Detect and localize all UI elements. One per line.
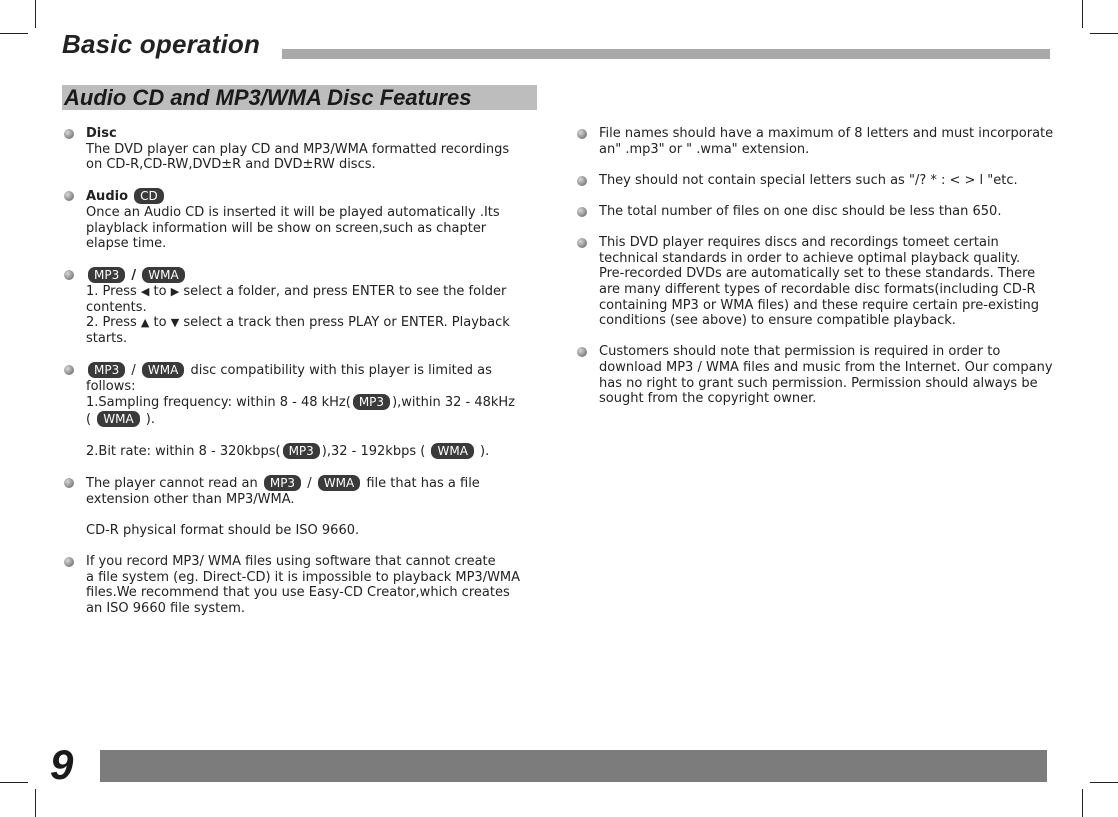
item-text: Customers should note that permission is required in order to (599, 344, 1001, 360)
item-text: an ISO 9660 file system. (86, 600, 246, 616)
left-arrow-icon: ◀ (140, 284, 150, 298)
bullet-icon (577, 238, 587, 248)
item-text: follows: (86, 378, 136, 394)
wma-badge: WMA (431, 443, 473, 459)
bullet-icon (577, 207, 587, 217)
list-item-total-files (599, 204, 1069, 220)
crop-mark (1082, 789, 1083, 817)
item-text: File names should have a maximum of 8 letters and must incorporate (599, 126, 1054, 141)
item-heading: Disc (86, 126, 117, 141)
item-text: conditions (see above) to ensure compatible playback. (599, 313, 956, 329)
item-text: extension other than MP3/WMA. (86, 491, 295, 507)
crop-mark (35, 789, 36, 817)
page-number: 9 (50, 741, 74, 788)
item-text: download MP3 / WMA files and music from the Internet. Our company (599, 359, 1053, 375)
blank-line (86, 427, 546, 443)
down-arrow-icon: ▼ (170, 316, 180, 330)
wma-badge: WMA (318, 475, 360, 491)
item-heading-line (86, 188, 546, 205)
mp3-badge: MP3 (283, 443, 320, 459)
item-text: This DVD player requires discs and recordings tomeet certain (599, 235, 999, 251)
list-item-extension (86, 475, 546, 538)
slash-separator: / (307, 476, 312, 492)
right-column (599, 126, 1069, 422)
item-text: on CD-R,CD-RW,DVD±R and DVD±RW discs. (86, 157, 376, 173)
item-text: sought from the copyright owner. (599, 391, 817, 407)
mp3-badge: MP3 (264, 475, 301, 491)
crop-mark (1090, 782, 1118, 783)
footer-bar (100, 750, 1047, 782)
crop-mark (1082, 0, 1083, 28)
mp3-badge: MP3 (88, 362, 125, 378)
bullet-icon (64, 478, 74, 488)
item-text: 2. Press ▲ to ▼ select a track then press PLAY or ENTER. Playback (86, 315, 510, 331)
crop-mark (1090, 33, 1118, 34)
item-text: ( WMA ). (86, 411, 156, 427)
item-text: an" .mp3" or " .wma" extension. (599, 141, 810, 157)
list-item-navigation (86, 267, 546, 346)
item-text: playblack information will be show on screen,such as chapter (86, 220, 487, 236)
list-item-file-names (599, 126, 1069, 157)
item-text: The total number of files on one disc should be less than 650. (599, 203, 1002, 219)
item-text: The player cannot read an MP3 / WMA file that has a file (86, 476, 480, 492)
wma-badge: WMA (142, 267, 184, 283)
item-text: contents. (86, 299, 147, 315)
list-item-customers (599, 344, 1069, 406)
item-text: are many different types of recordable disc formats(including CD-R (599, 281, 1036, 297)
item-text: containing MP3 or WMA files) and these require certain pre-existing (599, 297, 1040, 313)
up-arrow-icon: ▲ (140, 316, 150, 330)
item-text: They should not contain special letters such as "/? * : < > l "etc. (599, 172, 1018, 188)
item-text: files.We recommend that you use Easy-CD Creator,which creates (86, 585, 510, 601)
list-item-disc (86, 126, 546, 173)
item-text: 1. Press ◀ to ▶ select a folder, and press ENTER to see the folder (86, 283, 507, 299)
bullet-icon (577, 176, 587, 186)
crop-mark (35, 0, 36, 28)
item-text: starts. (86, 330, 128, 346)
bullet-icon (64, 557, 74, 567)
right-arrow-icon: ▶ (170, 284, 180, 298)
list-item-compatibility (86, 362, 546, 460)
section-title: Audio CD and MP3/WMA Disc Features (64, 85, 472, 110)
bullet-icon (577, 347, 587, 357)
header-rule (282, 49, 1050, 59)
slash-separator: / (131, 268, 137, 284)
crop-mark (0, 782, 28, 783)
item-text: a file system (eg. Direct-CD) it is impossible to playback MP3/WMA (86, 569, 521, 585)
list-item-audio (86, 188, 546, 251)
list-item-software (86, 554, 546, 616)
wma-badge: WMA (142, 362, 184, 378)
item-text: The DVD player can play CD and MP3/WMA formatted recordings (86, 141, 510, 157)
bullet-icon (64, 365, 74, 375)
item-text: 2.Bit rate: within 8 - 320kbps( MP3 ),32 - 192kbps ( WMA ). (86, 443, 490, 459)
left-column (86, 126, 546, 632)
item-text: If you record MP3/ WMA files using software that cannot create (86, 554, 496, 570)
item-text: has no right to grant such permission. Permission should always be (599, 375, 1038, 391)
page-header-title: Basic operation (62, 29, 261, 59)
item-text: 1.Sampling frequency: within 8 - 48 kHz( MP3 ),within 32 - 48kHz (86, 395, 515, 411)
slash-separator: / (131, 362, 136, 378)
item-text: technical standards in order to achieve optimal playback quality. (599, 250, 1021, 266)
bullet-icon (577, 129, 587, 139)
bullet-icon (64, 129, 74, 139)
mp3-badge: MP3 (353, 394, 390, 410)
bullet-icon (64, 270, 74, 280)
wma-badge: WMA (97, 411, 139, 427)
cd-badge: CD (134, 188, 164, 204)
list-item-special-letters (599, 173, 1069, 189)
mp3-badge: MP3 (88, 267, 125, 283)
format-badges (86, 267, 546, 284)
list-item-standards (599, 235, 1069, 329)
blank-line (86, 507, 546, 523)
item-text: Pre-recorded DVDs are automatically set to these standards. There (599, 266, 1036, 282)
bullet-icon (64, 191, 74, 201)
item-text: CD-R physical format should be ISO 9660. (86, 522, 360, 538)
item-heading: Audio (86, 189, 129, 205)
item-text: MP3 / WMA disc compatibility with this player is limited as (86, 362, 546, 379)
item-text: Once an Audio CD is inserted it will be played automatically .Its (86, 204, 500, 220)
item-text: elapse time. (86, 236, 167, 252)
crop-mark (0, 33, 28, 34)
